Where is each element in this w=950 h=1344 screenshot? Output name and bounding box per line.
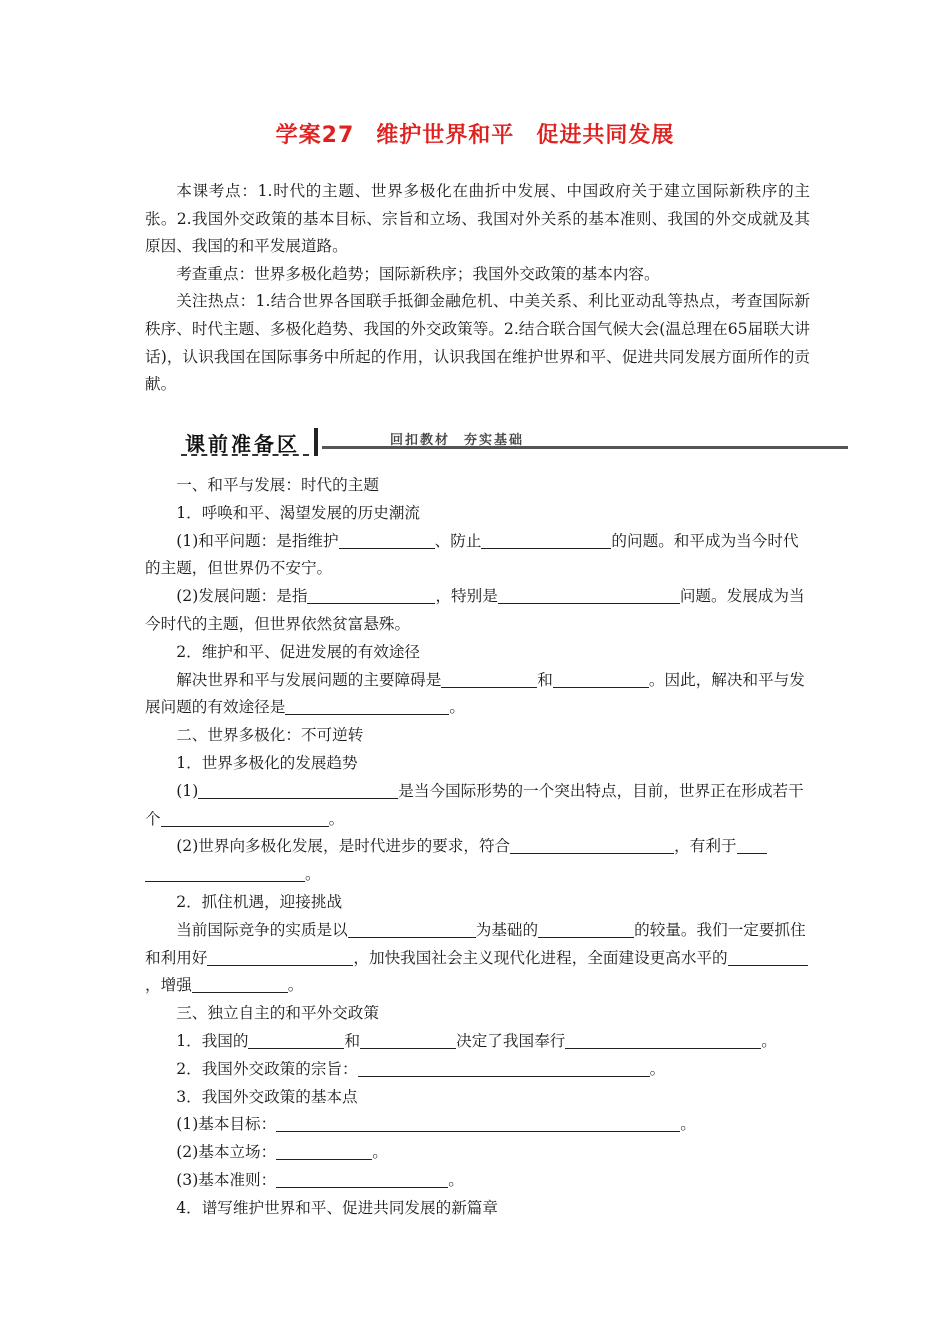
heading-2-1: 1．世界多极化的发展趋势	[176, 753, 358, 772]
section-banner	[178, 426, 848, 460]
para-multipolar-trend	[145, 778, 810, 834]
heading-section-2: 二、世界多极化：不可逆转	[176, 726, 364, 745]
text: ，特别是	[435, 587, 498, 606]
heading-3-4: 4．谱写维护世界和平、促进共同发展的新篇章	[176, 1198, 498, 1217]
para-multipolar-benefit	[145, 833, 810, 889]
banner-label: 课前准备区	[185, 432, 300, 456]
intro-zhongdian: 考查重点：世界多极化趋势；国际新秩序；我国外交政策的基本内容。	[176, 264, 660, 283]
answer-blank[interactable]	[441, 669, 537, 688]
banner-tag-1: 回扣教材	[390, 433, 451, 448]
answer-blank[interactable]	[276, 1141, 372, 1160]
banner-tagline	[390, 429, 524, 448]
text: (2)发展问题：是指	[176, 587, 308, 606]
para-competition	[145, 917, 810, 1000]
answer-blank[interactable]	[565, 1030, 761, 1049]
answer-blank[interactable]	[481, 530, 611, 549]
banner-dashed-underline	[181, 454, 309, 456]
answer-blank[interactable]	[307, 585, 435, 604]
text: 的问题。和平成为当今时代的主题，但世界仍不安宁。	[145, 531, 799, 578]
banner-divider	[314, 428, 318, 456]
exercise-body	[145, 472, 810, 1223]
text: 。	[305, 865, 321, 884]
banner-tag-2: 夯实基础	[464, 433, 525, 448]
text: 的较量。我们一定要抓住和利用好	[145, 920, 806, 967]
answer-blank[interactable]	[728, 947, 808, 966]
heading-1-1: 1．呼唤和平、渴望发展的历史潮流	[176, 503, 421, 522]
para-foreign-policy	[145, 1028, 810, 1056]
answer-blank[interactable]	[285, 696, 449, 715]
answer-blank[interactable]	[538, 919, 634, 938]
text: 。	[761, 1031, 777, 1050]
text: 决定了我国奉行	[456, 1031, 566, 1050]
text: 问题。发展成为当今时代的主题，但世界依然贫富悬殊。	[145, 587, 805, 633]
text: 。	[287, 976, 304, 995]
answer-blank[interactable]	[276, 1113, 680, 1132]
answer-blank[interactable]	[348, 919, 476, 938]
answer-blank[interactable]	[145, 863, 305, 882]
text: 。	[372, 1143, 388, 1162]
text: 。	[680, 1115, 696, 1134]
para-basic-stance	[145, 1139, 810, 1167]
answer-blank[interactable]	[358, 1058, 650, 1077]
text: 。	[448, 1170, 464, 1189]
intro-section	[145, 178, 810, 399]
text: 是当今国际形势的一个突出特点，目前，世界正在形成若干个	[145, 781, 804, 828]
answer-blank[interactable]	[198, 780, 398, 799]
answer-blank[interactable]	[498, 585, 680, 604]
text: 、防止	[434, 531, 482, 550]
text: 和	[344, 1031, 361, 1050]
heading-2-2: 2．抓住机遇，迎接挑战	[176, 892, 343, 911]
intro-redian: 关注热点：1.结合世界各国联手抵御金融危机、中美关系、利比亚动乱等热点，考查国际新秩序、时代主题、多极化趋势、我国的外交政策等。2.结合联合国气候大会(温总理在65届联大讲话)，认识我国在国际事务中所起的作用，认识我国在维护世界和平、促进共同发展方面所作的贡献。	[145, 292, 810, 394]
text: 当前国际竞争的实质是以	[176, 920, 348, 939]
answer-blank[interactable]	[339, 530, 435, 549]
text: (2)世界向多极化发展，是时代进步的要求，符合	[176, 837, 511, 856]
text: (1)和平问题：是指维护	[176, 531, 339, 550]
page-title	[0, 118, 950, 149]
title-part-development: 促进共同发展	[536, 123, 675, 148]
intro-kaodian: 本课考点：1.时代的主题、世界多极化在曲折中发展、中国政府关于建立国际新秩序的主张。2.我国外交政策的基本目标、宗旨和立场、我国对外关系的基本准则、我国的外交成就及其原因、我国的和平发展道路。	[145, 182, 810, 256]
heading-section-1: 一、和平与发展：时代的主题	[176, 476, 379, 494]
answer-blank[interactable]	[276, 1169, 448, 1188]
answer-blank[interactable]	[360, 1030, 456, 1049]
text: (3)基本准则：	[176, 1170, 277, 1189]
text: ，增强	[145, 976, 192, 995]
title-part-peace: 维护世界和平	[376, 123, 515, 148]
heading-section-3: 三、独立自主的和平外交政策	[176, 1004, 379, 1023]
text: (1)	[176, 781, 199, 800]
text: 。	[328, 809, 345, 828]
para-basic-principle	[145, 1167, 810, 1195]
answer-blank[interactable]	[207, 947, 353, 966]
text: (2)基本立场：	[176, 1143, 277, 1162]
answer-blank[interactable]	[192, 974, 288, 993]
answer-blank[interactable]	[737, 835, 767, 854]
text: 。因此，解决和平与发展问题的有效途径是	[145, 670, 805, 717]
answer-blank[interactable]	[161, 808, 329, 827]
text: 2．我国外交政策的宗旨：	[176, 1059, 358, 1078]
text: ，有利于	[674, 837, 737, 856]
heading-3-3: 3．我国外交政策的基本点	[176, 1087, 358, 1106]
answer-blank[interactable]	[510, 835, 674, 854]
para-development-issue	[145, 583, 810, 639]
text: 解决世界和平与发展问题的主要障碍是	[176, 670, 442, 689]
text: 和	[537, 670, 553, 689]
para-peace-issue	[145, 528, 810, 584]
para-policy-purpose	[145, 1056, 810, 1084]
heading-1-2: 2．维护和平、促进发展的有效途径	[176, 642, 421, 661]
para-basic-goal	[145, 1111, 810, 1139]
text: ，加快我国社会主义现代化进程，全面建设更高水平的	[353, 948, 728, 967]
answer-blank[interactable]	[248, 1030, 344, 1049]
para-obstacles	[145, 667, 810, 723]
title-lesson-number: 学案27	[275, 123, 355, 148]
text: 为基础的	[475, 920, 539, 939]
text: 。	[649, 1059, 666, 1078]
text: 1．我国的	[176, 1031, 249, 1050]
text: (1)基本目标：	[176, 1115, 277, 1134]
text: 。	[449, 698, 465, 717]
answer-blank[interactable]	[553, 669, 649, 688]
